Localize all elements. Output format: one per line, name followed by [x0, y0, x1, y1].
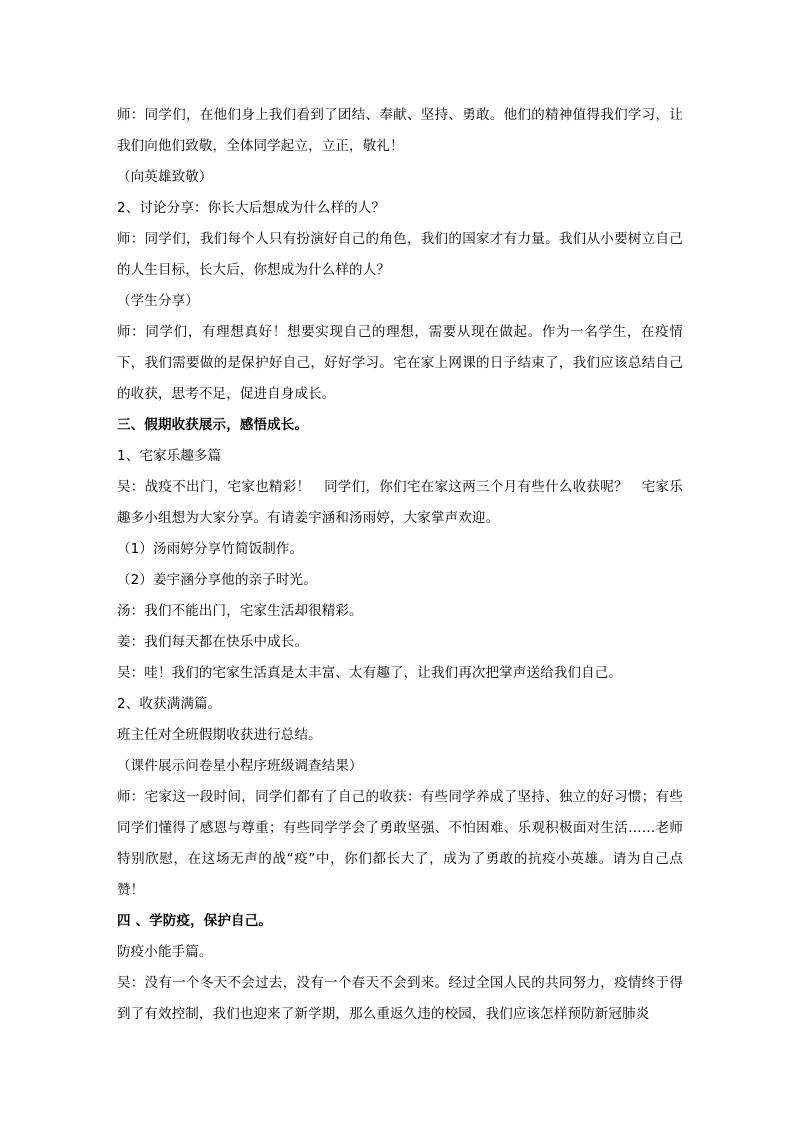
document-body [117, 100, 683, 1030]
paragraph: 2、收获满满篇。 [117, 696, 222, 712]
paragraph: （学生分享） [117, 293, 199, 309]
paragraph: 吴：没有一个冬天不会过去，没有一个春天不会到来。经过全国人民的共同努力，疫情终于得到了有效控制，我们也迎来了新学期，那么重返久违的校园，我们应该怎样预防新冠肺炎 [117, 975, 683, 1022]
section-heading: 三、假期收获展示，感悟成长。 [117, 417, 309, 433]
paragraph: （向英雄致敬） [117, 169, 213, 185]
paragraph: 汤：我们不能出门，宅家生活却很精彩。 [117, 603, 363, 619]
paragraph: （2）姜宇涵分享他的亲子时光。 [117, 572, 317, 588]
paragraph: 2、讨论分享：你长大后想成为什么样的人？ [117, 200, 386, 216]
paragraph: 防疫小能手篇。 [117, 944, 213, 960]
paragraph: 1、宅家乐趣多篇 [117, 448, 222, 464]
paragraph: 师：同学们，有理想真好！想要实现自己的理想，需要从现在做起。作为一名学生，在疫情下，我们需要做的是保护好自己，好好学习。宅在家上网课的日子结束了，我们应该总结自己的收获，思考不足，促进自身成长。 [117, 324, 683, 402]
paragraph: 吴：战疫不出门，宅家也精彩！ 同学们，你们宅在家这两三个月有些什么收获呢？ 宅家乐趣多小组想为大家分享。有请姜宇涵和汤雨婷，大家掌声欢迎。 [117, 479, 683, 526]
paragraph: 师：宅家这一段时间，同学们都有了自己的收获：有些同学养成了坚持、独立的好习惯；有些同学们懂得了感恩与尊重；有些同学学会了勇敢坚强、不怕困难、乐观积极面对生活……老师特别欣慰，在这场无声的战“疫”中，你们都长大了，成为了勇敢的抗疫小英雄。请为自己点赞！ [117, 789, 683, 898]
paragraph: 吴：哇！我们的宅家生活真是太丰富、太有趣了，让我们再次把掌声送给我们自己。 [117, 665, 623, 681]
paragraph: 师：同学们，在他们身上我们看到了团结、奉献、坚持、勇敢。他们的精神值得我们学习，让我们向他们致敬，全体同学起立，立正，敬礼！ [117, 107, 683, 154]
paragraph: （1）汤雨婷分享竹简饭制作。 [117, 541, 304, 557]
paragraph: （课件展示问卷星小程序班级调查结果） [117, 758, 363, 774]
paragraph: 班主任对全班假期收获进行总结。 [117, 727, 322, 743]
paragraph: 师：同学们，我们每个人只有扮演好自己的角色，我们的国家才有力量。我们从小要树立自己的人生目标，长大后，你想成为什么样的人？ [117, 231, 683, 278]
paragraph: 姜：我们每天都在快乐中成长。 [117, 634, 309, 650]
section-heading: 四 、学防疫，保护自己。 [117, 913, 272, 929]
